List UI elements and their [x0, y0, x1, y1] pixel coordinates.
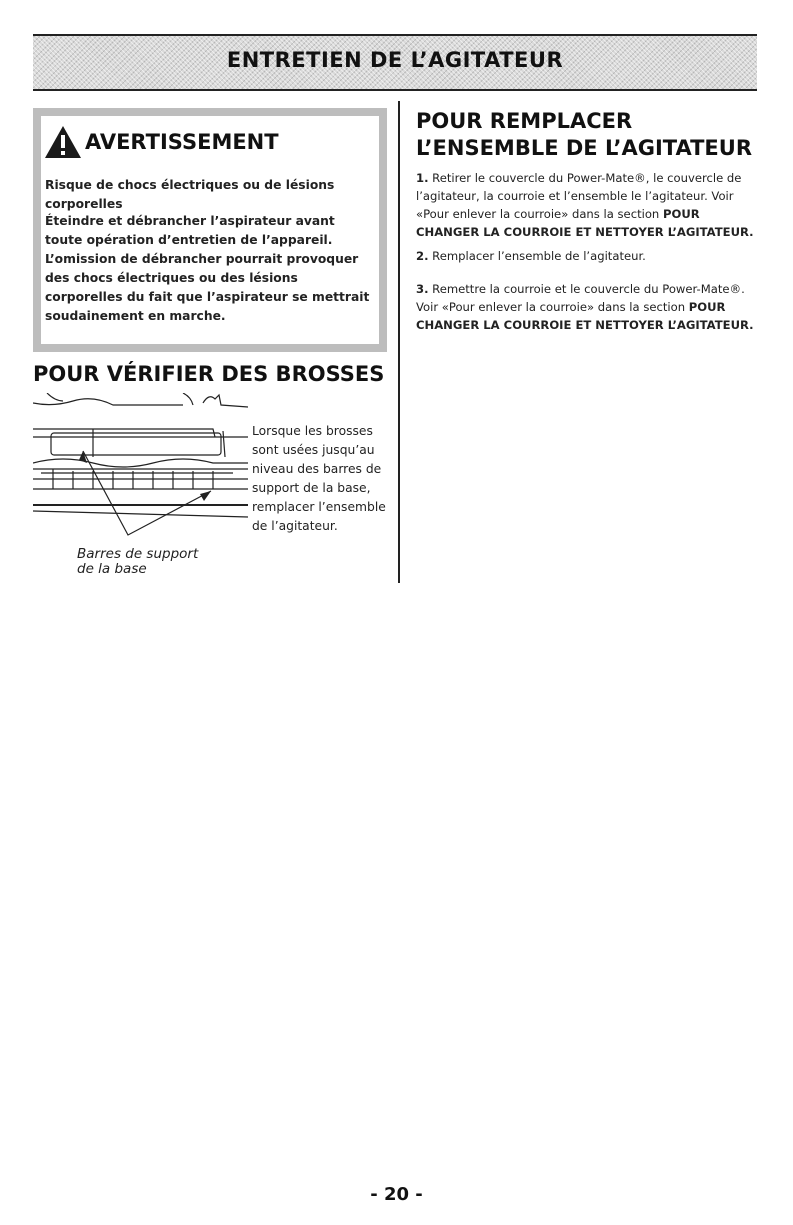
section-banner	[33, 34, 757, 91]
step-reference: POUR CHANGER LA COURROIE ET NETTOYER L’AGITATEUR.	[416, 207, 754, 239]
replace-heading: POUR REMPLACER L’ENSEMBLE DE L’AGITATEUR	[416, 109, 752, 160]
warning-box	[33, 108, 387, 352]
warning-title: AVERTISSEMENT	[85, 130, 279, 154]
warning-risk-text: Risque de chocs électriques ou de lésions corporelles	[45, 178, 335, 211]
step-1	[416, 169, 761, 241]
section-title: ENTRETIEN DE L’AGITATEUR	[226, 48, 564, 72]
brushes-caption: Lorsque les brosses sont usées jusqu’au niveau des barres de support de la base, remplacer l’ensemble de l’agitateur.	[252, 424, 386, 533]
step-number: 2.	[416, 249, 429, 263]
warning-content	[41, 116, 379, 344]
step-text: Remettre la courroie et le couvercle du Power-Mate®. Voir «Pour enlever la courroie» dans la section	[416, 282, 745, 314]
agitator-brush-illustration	[33, 393, 248, 543]
warning-instructions-text: Éteindre et débrancher l’aspirateur avant toute opération d’entretien de l’appareil. L’omission de débrancher pourrait provoquer des chocs électriques ou des lésions corporelles du fait que l’aspirateur se mettrait soudainement en marche.	[45, 214, 370, 323]
step-text: Retirer le couvercle du Power-Mate®, le couvercle de l’agitateur, la courroie et l’ensemble le l’agitateur. Voir «Pour enlever la courroie» dans la section	[416, 171, 742, 221]
support-bars-label: Barres de support de la base	[77, 546, 199, 577]
brushes-heading: POUR VÉRIFIER DES BROSSES	[33, 362, 385, 386]
step-reference: POUR CHANGER LA COURROIE ET NETTOYER L’AGITATEUR.	[416, 300, 754, 332]
page-number: - 20 -	[370, 1184, 423, 1205]
step-3	[416, 280, 761, 334]
step-number: 1.	[416, 171, 429, 185]
step-2	[416, 247, 761, 265]
step-text: Remplacer l’ensemble de l’agitateur.	[432, 249, 646, 263]
warning-triangle-icon	[43, 124, 83, 160]
step-number: 3.	[416, 282, 429, 296]
column-divider	[398, 101, 400, 583]
